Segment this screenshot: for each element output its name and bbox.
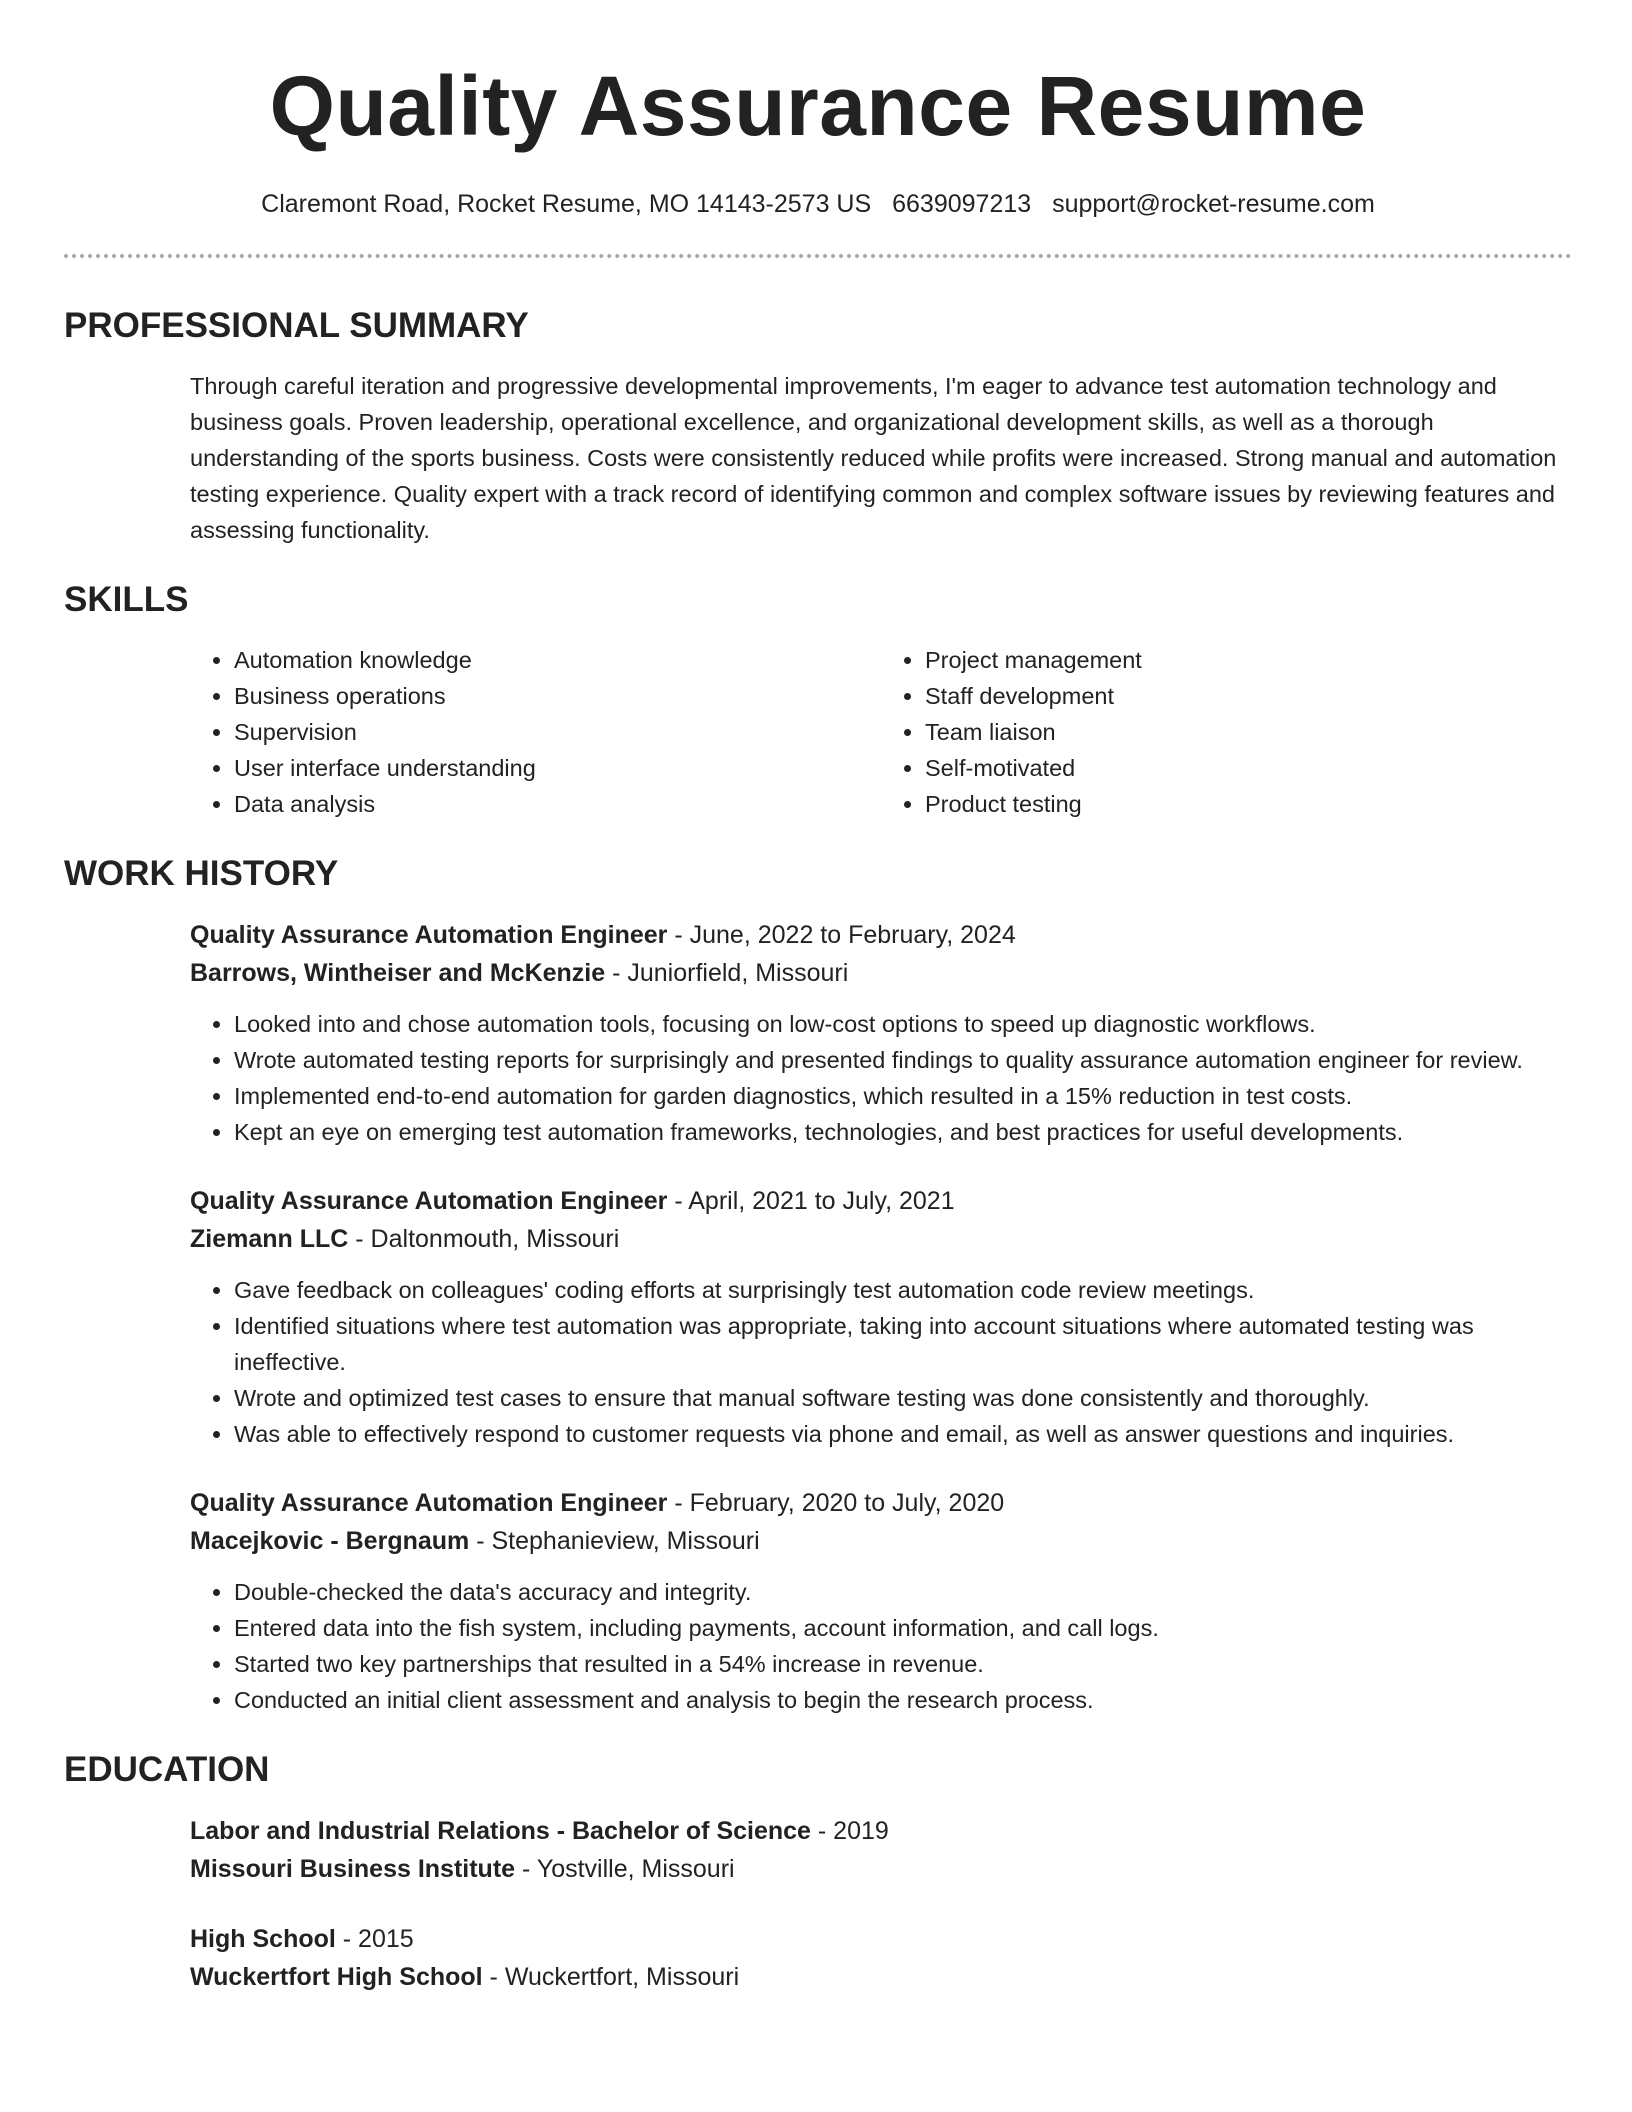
education-degree-line	[190, 1812, 1572, 1850]
job-role-line	[190, 1484, 1572, 1522]
job-location: - Stephanieview, Missouri	[469, 1527, 760, 1555]
header-divider	[64, 254, 1572, 258]
job-company-line	[190, 1220, 1572, 1258]
job-entry	[190, 916, 1572, 1150]
job-bullet: • Looked into and chose automation tools, focusing on low-cost options to speed up diagnostic workflows.	[234, 1006, 1572, 1042]
education-section	[64, 1748, 1572, 1996]
job-bullet: • Wrote automated testing reports for surprisingly and presented findings to quality assurance automation engineer for review.	[234, 1042, 1572, 1078]
job-bullets	[190, 1574, 1572, 1718]
job-bullet: • Entered data into the fish system, including payments, account information, and call logs.	[234, 1610, 1572, 1646]
work-history-heading: WORK HISTORY	[64, 854, 339, 893]
job-bullet: • Gave feedback on colleagues' coding efforts at surprisingly test automation code review meetings.	[234, 1272, 1572, 1308]
job-company: Barrows, Wintheiser and McKenzie	[190, 959, 606, 987]
job-dates: - February, 2020 to July, 2020	[667, 1489, 1005, 1517]
education-year: - 2019	[810, 1817, 889, 1845]
skill-item: • Staff development	[925, 678, 1572, 714]
job-dates: - June, 2022 to February, 2024	[667, 921, 1016, 949]
education-year: - 2015	[335, 1925, 414, 1953]
job-dates: - April, 2021 to July, 2021	[667, 1187, 955, 1215]
contact-line	[64, 186, 1572, 222]
education-location: - Wuckertfort, Missouri	[482, 1963, 740, 1991]
job-bullet: • Double-checked the data's accuracy and integrity.	[234, 1574, 1572, 1610]
job-bullet: • Wrote and optimized test cases to ensure that manual software testing was done consistently and thoroughly.	[234, 1380, 1572, 1416]
resume-title: Quality Assurance Resume	[269, 59, 1367, 153]
job-role-line	[190, 1182, 1572, 1220]
skill-item: • Business operations	[234, 678, 881, 714]
education-school-line	[190, 1850, 1572, 1888]
education-school-line	[190, 1958, 1572, 1996]
job-company: Ziemann LLC	[190, 1225, 349, 1253]
skills-left-list	[190, 642, 881, 822]
skill-item: • Project management	[925, 642, 1572, 678]
job-location: - Juniorfield, Missouri	[605, 959, 849, 987]
skills-heading: SKILLS	[64, 580, 189, 619]
job-company-line	[190, 1522, 1572, 1560]
summary-section	[64, 304, 1572, 548]
job-role: Quality Assurance Automation Engineer	[190, 1187, 668, 1215]
job-bullet: • Was able to effectively respond to customer requests via phone and email, as well as answer questions and inquiries.	[234, 1416, 1572, 1452]
job-bullet: • Implemented end-to-end automation for garden diagnostics, which resulted in a 15% reduction in test costs.	[234, 1078, 1572, 1114]
job-company-line	[190, 954, 1572, 992]
education-degree-line	[190, 1920, 1572, 1958]
education-entry	[190, 1812, 1572, 1888]
work-history-section	[64, 852, 1572, 1718]
contact-address: Claremont Road, Rocket Resume, MO 14143-2573 US	[261, 190, 872, 218]
skills-section	[64, 578, 1572, 822]
job-bullet: • Identified situations where test automation was appropriate, taking into account situations where automated testing was ineffective.	[234, 1308, 1572, 1380]
job-entry	[190, 1484, 1572, 1718]
contact-phone: 6639097213	[892, 190, 1032, 218]
skill-item: • Self-motivated	[925, 750, 1572, 786]
education-location: - Yostville, Missouri	[515, 1855, 735, 1883]
education-entry	[190, 1920, 1572, 1996]
skill-item: • Automation knowledge	[234, 642, 881, 678]
education-degree: Labor and Industrial Relations - Bachelor of Science	[190, 1817, 811, 1845]
skill-item: • Data analysis	[234, 786, 881, 822]
summary-heading: PROFESSIONAL SUMMARY	[64, 306, 529, 345]
job-bullet: • Started two key partnerships that resulted in a 54% increase in revenue.	[234, 1646, 1572, 1682]
education-heading: EDUCATION	[64, 1750, 270, 1789]
skills-columns	[190, 642, 1572, 822]
resume-page	[64, 0, 1572, 1996]
education-school: Missouri Business Institute	[190, 1855, 516, 1883]
job-bullets	[190, 1272, 1572, 1452]
contact-email: support@rocket-resume.com	[1052, 190, 1375, 218]
job-location: - Daltonmouth, Missouri	[348, 1225, 620, 1253]
education-degree: High School	[190, 1925, 336, 1953]
job-company: Macejkovic - Bergnaum	[190, 1527, 470, 1555]
education-school: Wuckertfort High School	[190, 1963, 483, 1991]
summary-text: Through careful iteration and progressive developmental improvements, I'm eager to advance test automation technology and business goals. Proven leadership, operational excellence, and organizational development skills, as well as a thorough understanding of the sports business. Costs were consistently reduced while profits were increased. Strong manual and automation testing experience. Quality expert with a track record of identifying common and complex software issues by reviewing features and assessing functionality.	[190, 373, 1557, 543]
job-bullets	[190, 1006, 1572, 1150]
skill-item: • Supervision	[234, 714, 881, 750]
skills-right-list	[881, 642, 1572, 822]
job-role: Quality Assurance Automation Engineer	[190, 921, 668, 949]
skill-item: • User interface understanding	[234, 750, 881, 786]
job-bullet: • Conducted an initial client assessment and analysis to begin the research process.	[234, 1682, 1572, 1718]
job-role-line	[190, 916, 1572, 954]
skill-item: • Product testing	[925, 786, 1572, 822]
skill-item: • Team liaison	[925, 714, 1572, 750]
job-role: Quality Assurance Automation Engineer	[190, 1489, 668, 1517]
job-bullet: • Kept an eye on emerging test automation frameworks, technologies, and best practices for useful developments.	[234, 1114, 1572, 1150]
job-entry	[190, 1182, 1572, 1452]
